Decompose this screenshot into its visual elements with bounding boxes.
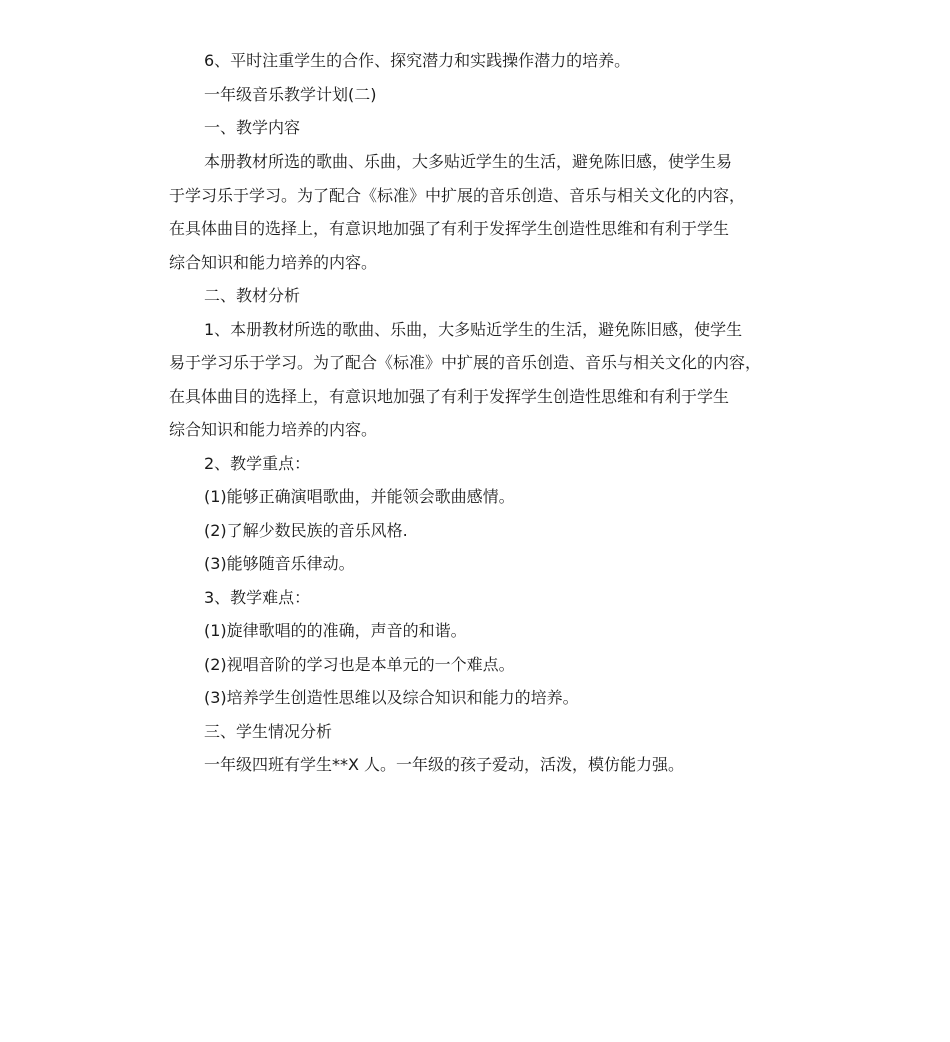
section-heading: 二、教材分析 [204, 286, 301, 305]
paragraph-line: 在具体曲目的选择上，有意识地加强了有利于发挥学生创造性思维和有利于学生 [169, 219, 730, 238]
list-item: (2)视唱音阶的学习也是本单元的一个难点。 [204, 655, 515, 674]
list-item: (3)能够随音乐律动。 [204, 554, 355, 573]
list-item: (2)了解少数民族的音乐风格. [204, 521, 408, 540]
section-heading: 三、学生情况分析 [204, 722, 333, 741]
subheading: 2、教学重点： [204, 454, 311, 473]
paragraph-line: 综合知识和能力培养的内容。 [169, 420, 378, 439]
section-heading: 一、教学内容 [204, 118, 301, 137]
list-item: (1)能够正确演唱歌曲，并能领会歌曲感情。 [204, 487, 515, 506]
paragraph-line: 综合知识和能力培养的内容。 [169, 253, 378, 272]
list-item: (1)旋律歌唱的的准确，声音的和谐。 [204, 621, 467, 640]
paragraph-line: 于学习乐于学习。为了配合《标准》中扩展的音乐创造、音乐与相关文化的内容， [169, 186, 746, 205]
paragraph-line: 一年级四班有学生**X 人。一年级的孩子爱动，活泼，模仿能力强。 [204, 755, 685, 774]
paragraph-line: 1、本册教材所选的歌曲、乐曲，大多贴近学生的生活，避免陈旧感，使学生 [204, 320, 743, 339]
paragraph-line: 在具体曲目的选择上，有意识地加强了有利于发挥学生创造性思维和有利于学生 [169, 387, 730, 406]
paragraph-line: 易于学习乐于学习。为了配合《标准》中扩展的音乐创造、音乐与相关文化的内容， [169, 353, 762, 372]
subheading: 3、教学难点： [204, 588, 311, 607]
paragraph-line: 6、平时注重学生的合作、探究潜力和实践操作潜力的培养。 [204, 51, 631, 70]
list-item: (3)培养学生创造性思维以及综合知识和能力的培养。 [204, 688, 579, 707]
paragraph-line: 本册教材所选的歌曲、乐曲，大多贴近学生的生活，避免陈旧感，使学生易 [204, 152, 733, 171]
section-title: 一年级音乐教学计划(二) [204, 85, 377, 104]
